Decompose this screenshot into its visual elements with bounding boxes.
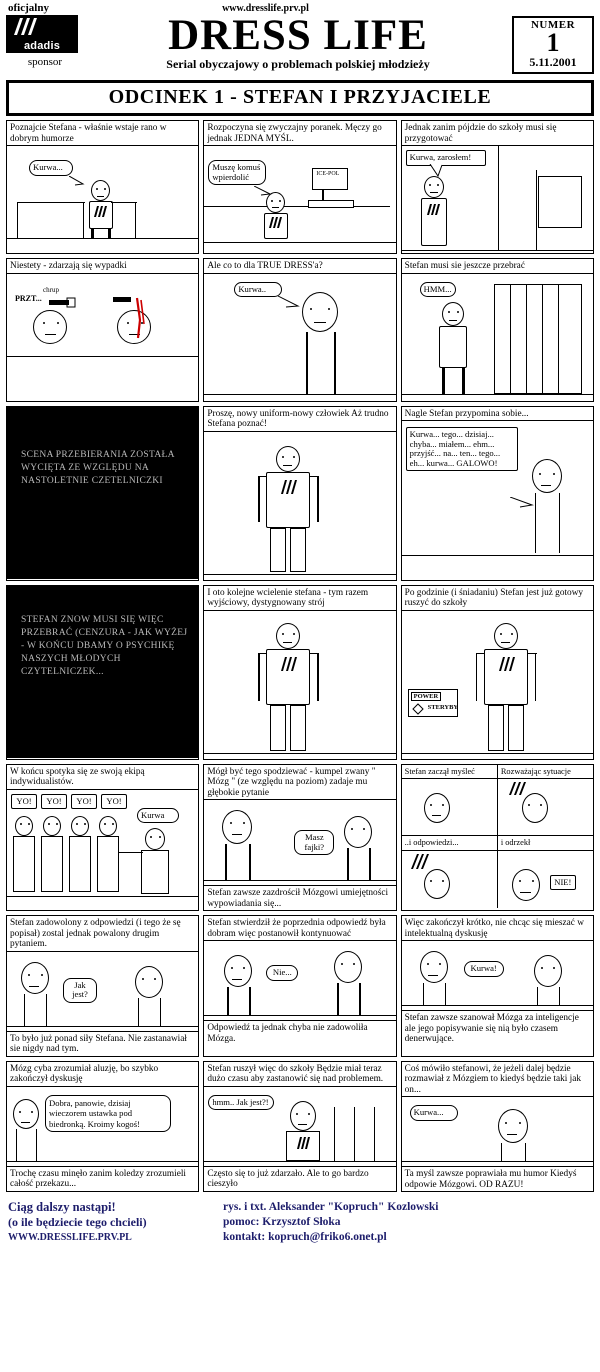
speech-bubble: Nie... [266,965,298,981]
issue-number-box [512,16,594,74]
adadis-logo [6,15,78,53]
speech-bubble: Kurwa... tego... dzisiaj... chyba... miałem... ehm... przyjść... na... ten... tego... eh... kurwa... GALOWO! [406,427,518,471]
speech-bubble: Kurwa... [410,1105,458,1121]
speech-bubble: Kurwa... [29,160,73,176]
comic-row-4 [6,585,594,760]
panel-caption: Więc zakończył krótko, nie chcąc się mieszać w intelektualną dyskusję [404,918,584,939]
speech-bubble: HMM... [420,282,456,298]
title-block [84,14,512,72]
speech-bubble: Masz fajki? [294,830,334,855]
panel-caption-bottom: Stefan zawsze zazdrościł Mózgowi umiejętności wypowiadania się... [204,885,395,910]
issue-date: 5.11.2001 [529,55,577,69]
censor-text-2: STEFAN ZNOW MUSI SIĘ WIĘC PRZEBRAĆ (CENZURA - JAK WYŻEJ - W KOŃCU DBAMY O PSYCHIKĘ NASZYCH MŁODYCH CZYTELNICZEK... [7,586,198,758]
bubble-tail [428,164,444,178]
speech-bubble-yo-2: YO! [41,794,67,810]
credit-author-name: Aleksander "Kopruch" Kozlowski [268,1201,439,1213]
page-subtitle: Serial obyczajowy o problemach polskiej młodzieży [166,57,430,71]
comic-panel-20 [203,1061,396,1193]
three-stripes-icon [12,18,42,35]
comic-panel-9 [401,406,594,581]
standby-label: STERYBY [427,703,459,711]
sfx-label-1: PRZT... [15,293,42,303]
panel-caption: Coś mówiło stefanowi, że jeżeli dalej będzie rozmawiał z Mózgiem to kiedyś będzie taki jak on... [404,1063,581,1095]
panel-caption: Niestety - zdarzają się wypadki [10,261,127,271]
footer-left [8,1200,223,1243]
speech-bubble: Kurwa [137,808,179,824]
panel-caption: I oto kolejne wcielenie stefana - tym razem wyjściowy, dystygnowany strój [207,587,369,608]
sfx-label-2: chrup [43,285,59,294]
three-stripes-icon [280,657,298,671]
footer [0,1196,600,1245]
panel-caption-c: ..i odpowiedzi... [402,835,497,850]
panel-caption: Stefan ruszył więc do szkoły Będzie miał teraz dużo czasu aby zastanowić się nad problemem. [207,1063,384,1084]
to-be-continued-line1: Ciąg dalszy nastąpi! [8,1200,116,1214]
panel-caption-a: Stefan zaczął myśleć [402,765,497,780]
comic-panel-4 [6,258,199,402]
three-stripes-icon [268,217,284,228]
thinking-lines-icon [506,781,532,797]
panel-caption: Jednak zanim pójdzie do szkoły musi się przygotować [404,123,557,144]
bubble-tail [254,186,274,200]
power-label[interactable]: POWER [411,692,442,701]
comic-panel-18 [401,915,594,1057]
bubble-tail [510,497,538,513]
bubble-tail [69,176,91,190]
comic-strip [0,120,600,1192]
comic-row-3 [6,406,594,581]
three-stripes-icon [93,206,109,217]
comic-panel-6 [401,258,594,402]
panel-caption: Proszę, nowy uniform-nowy człowiek Aż trudno Stefana poznać! [207,408,389,429]
panel-caption-bottom: Ta myśl zawsze poprawiała mu humor Kiedyś odpowie Mózgowi. OD RAZU! [402,1166,593,1191]
panel-caption: Po godzinie (i śniadaniu) Stefan jest już gotowy ruszyć do szkoły [404,587,584,608]
cigarette-icon [408,853,436,871]
comic-panel-12 [401,585,594,760]
comic-panel-15 [401,764,594,912]
panel-caption-d: i odrzekł [498,835,593,850]
panel-caption: W końcu spotyka się ze swoją ekipą indywidualistów. [10,766,145,787]
panel-caption: Mózg cyba zrozumiał aluzję, bo szybko zakończył dyskusję [10,1063,159,1084]
bubble-tail [278,296,304,312]
speech-bubble: Dobra, panowie, dzisiaj wieczorem ustawka pod biedronką. Kroimy kogoś! [45,1095,171,1133]
to-be-continued-line2: (o ile będziecie tego chcieli) [8,1215,147,1229]
panel-caption: Ale co to dla TRUE DRESS'a? [207,261,323,271]
credit-contact-email[interactable]: kopruch@friko6.onet.pl [268,1231,387,1243]
speech-bubble: hmm.. Jak jest?! [208,1095,274,1111]
issue-number: 1 [546,28,560,57]
comic-row-6 [6,915,594,1057]
masthead [0,14,600,74]
footer-credits [223,1200,592,1245]
comic-panel-10 [6,585,199,760]
credit-help [223,1215,592,1230]
comic-panel-11 [203,585,396,760]
comic-panel-19 [6,1061,199,1193]
credit-help-label: pomoc: [223,1216,260,1228]
official-label: oficjalny [8,2,49,14]
comic-panel-14 [203,764,396,912]
speech-bubble: Kurwa, zarosłem! [406,150,486,166]
comic-panel-8 [203,406,396,581]
comic-panel-3 [401,120,594,254]
adadis-logo-text: adadis [23,40,61,52]
sponsor-block [6,14,84,68]
speech-bubble: Jak jest? [63,978,97,1003]
speech-bubble: Kurwa! [464,961,504,977]
comic-panel-21 [401,1061,594,1193]
panel-caption-bottom: To było już ponad siły Stefana. Nie zastanawiał sie nigdy nad tym. [7,1031,198,1056]
footer-url[interactable]: WWW.DRESSLIFE.PRV.PL [8,1232,132,1243]
speech-bubble-yo-4: YO! [101,794,127,810]
panel-caption: Nagle Stefan przypomina sobie... [404,408,529,419]
issue-number-label: NUMER [530,19,576,31]
panel-caption-bottom: Często się to już zdarzało. Ale to go bardzo cieszyło [204,1166,395,1191]
speech-bubble: Kurwa.. [234,282,282,298]
razor-icon [47,296,77,312]
razor-icon [111,292,137,308]
credit-author [223,1200,592,1215]
comic-row-2 [6,258,594,402]
comic-panel-13 [6,764,199,912]
site-url-top[interactable]: www.dresslife.prv.pl [222,2,309,14]
comic-panel-5 [203,258,396,402]
three-stripes-icon [296,1137,312,1149]
credit-help-name: Krzysztof Słoka [262,1216,341,1228]
panel-caption: Poznajcie Stefana - właśnie wstaje rano w dobrym humorze [10,123,167,144]
credit-contact [223,1230,592,1245]
three-stripes-icon [280,480,298,494]
censor-text-1: SCENA PRZEBIERANIA ZOSTAŁA WYCIĘTA ZE WZGLĘDU NA NASTOLETNIE CZETELNICZKI [7,407,198,579]
three-stripes-icon [426,204,442,215]
panel-caption: Stefan zadowolony z odpowiedzi (i tego że sę popisał) zostal jednak powalony drugim pytaniem. [10,918,181,949]
panel-caption: Stefan musi sie jeszcze przebrać [404,261,525,271]
panel-caption-b: Rozważając sytuacje [498,765,593,780]
speech-bubble-yo-1: YO! [11,794,37,810]
page-title: DRESS LIFE [168,12,428,59]
comic-panel-17 [203,915,396,1057]
comic-row-1 [6,120,594,254]
diamond-icon [412,703,424,715]
panel-caption-bottom: Odpowiedź ta jednak chyba nie zadowoliła Mózga. [204,1020,395,1045]
panel-caption: Rozpoczyna się zwyczajny poranek. Męczy go jednak JEDNA MYŚL. [207,123,382,144]
panel-caption: Stefan stwierdził że poprzednia odpowiedź była dobram więc postanowił kontynuować [207,918,386,939]
comic-row-5 [6,764,594,912]
panel-caption: Mógł być tego spodziewać - kumpel zwany " Mózg " (ze względu na poziom) zadaje mu głębokie pytanie [207,766,376,798]
comic-panel-1 [6,120,199,254]
episode-title-bar: ODCINEK 1 - STEFAN I PRZYJACIELE [6,80,594,116]
comic-panel-7 [6,406,199,581]
credit-author-label: rys. i txt. [223,1201,267,1213]
tv-label: ICE-POL [316,171,340,177]
speech-bubble: NIE! [550,875,576,891]
three-stripes-icon [498,657,516,671]
speech-bubble-yo-3: YO! [71,794,97,810]
credit-contact-label: kontakt: [223,1231,266,1243]
speech-bubble: Muszę komuś wpierdolić [208,160,266,185]
comic-panel-2 [203,120,396,254]
sponsor-label: sponsor [27,56,63,68]
comic-panel-16 [6,915,199,1057]
panel-caption-bottom: Trochę czasu minęło zanim koledzy zrozumieli całość przekazu... [7,1166,198,1191]
comic-row-7 [6,1061,594,1193]
panel-caption-bottom: Stefan zawsze szanował Mózga za inteligencje ale jego popisywanie się nią było czasem denerwujące. [402,1010,593,1046]
